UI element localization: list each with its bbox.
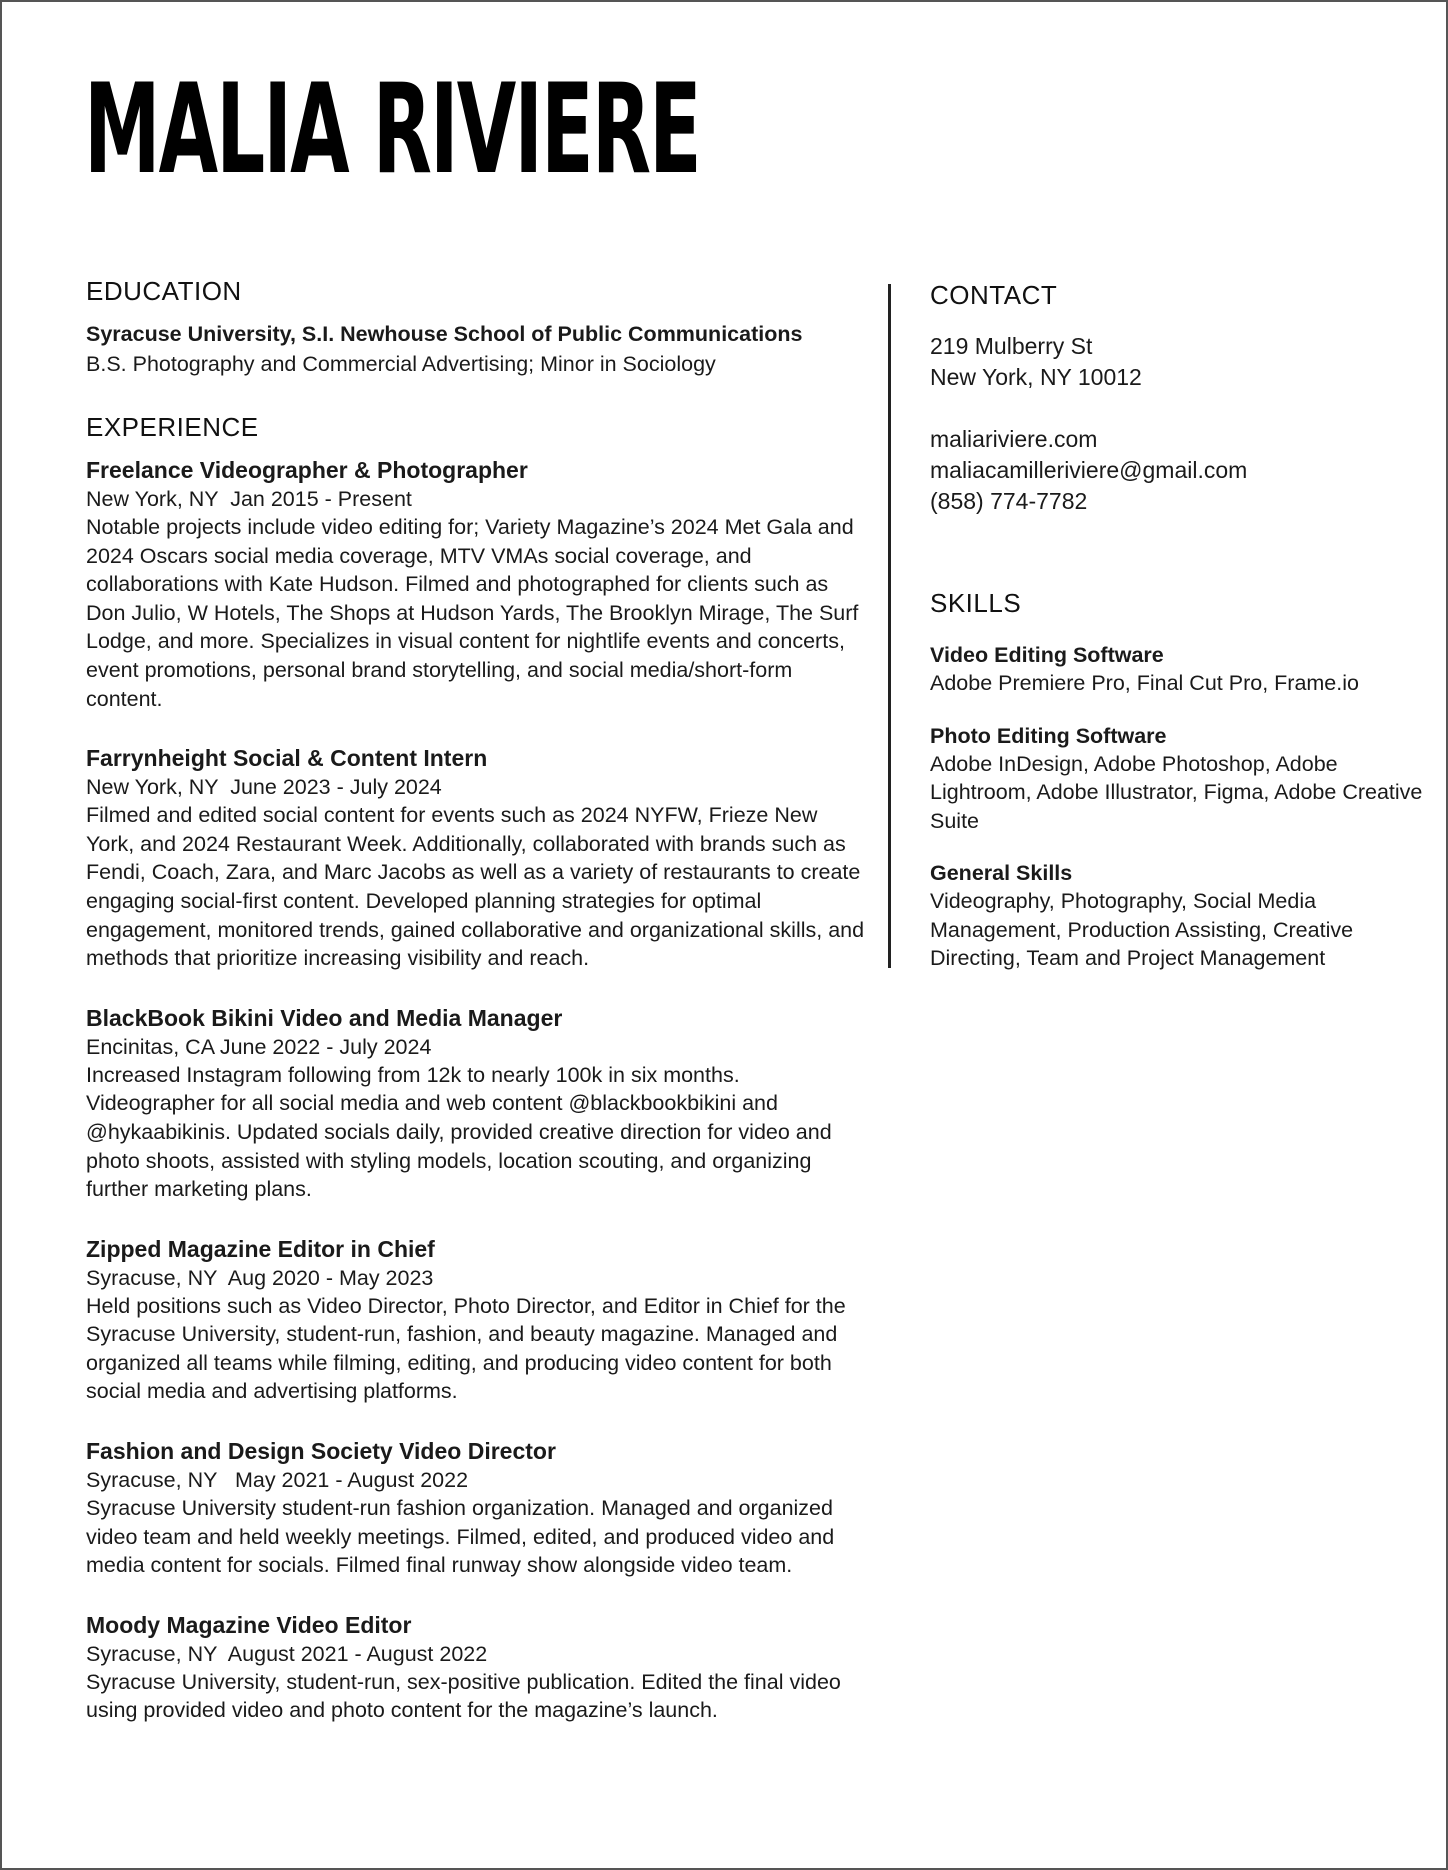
phone-number[interactable]: (858) 774-7782	[930, 488, 1088, 514]
job-description: Syracuse University student-run fashion organization. Managed and organized video team and held weekly meetings. Filmed, edited, and produced video and media content for socials. Filmed final runway show alongside video team.	[86, 1496, 835, 1578]
contact-heading: CONTACT	[930, 280, 1058, 310]
job-title: Fashion and Design Society Video Director	[86, 1438, 556, 1465]
website-link[interactable]: maliariviere.com	[930, 426, 1098, 452]
education-degree: B.S. Photography and Commercial Advertising; Minor in Sociology	[86, 352, 716, 376]
job-entry	[86, 1003, 866, 1204]
experience-section	[86, 411, 866, 1725]
job-description: Increased Instagram following from 12k to nearly 100k in six months. Videographer for all social media and web content @blackbookbikini and @hykaabikinis. Updated socials daily, provided creative direction for video and photo shoots, assisted with styling models, location scouting, and organizing further marketing plans.	[86, 1062, 832, 1202]
resume-name: MALIA RIVIERE	[84, 58, 700, 202]
skill-group	[930, 641, 1430, 698]
experience-heading: EXPERIENCE	[86, 412, 259, 442]
left-column	[86, 275, 866, 1725]
job-title: BlackBook Bikini Video and Media Manager	[86, 1004, 563, 1031]
education-heading: EDUCATION	[86, 276, 242, 306]
skills-heading: SKILLS	[930, 588, 1022, 618]
skill-group-title: Video Editing Software	[930, 643, 1164, 667]
job-entry	[86, 1436, 866, 1580]
job-description: Filmed and edited social content for events such as 2024 NYFW, Frieze New York, and 2024 Restaurant Week. Additionally, collaborated with brands such as Fendi, Coach, Zara, and Marc Jacobs as well as a variety of restaurants to create engaging social-first content. Developed planning strategies for optimal engagement, monitored trends, gained collaborative and organizational skills, and methods that prioritize increasing visibility and reach.	[86, 803, 865, 971]
address-line-1: 219 Mulberry St	[930, 333, 1093, 359]
job-entry	[86, 455, 866, 713]
skill-group-title: General Skills	[930, 861, 1073, 885]
skills-section	[930, 587, 1430, 973]
job-title: Moody Magazine Video Editor	[86, 1611, 412, 1638]
job-description: Notable projects include video editing for; Variety Magazine’s 2024 Met Gala and 2024 Oscars social media coverage, MTV VMAs social coverage, and collaborations with Kate Hudson. Filmed and photographed for clients such as Don Julio, W Hotels, The Shops at Hudson Yards, The Brooklyn Mirage, The Surf Lodge, and more. Specializes in visual content for nightlife events and concerts, event promotions, personal brand storytelling, and social media/short-form content.	[86, 515, 859, 711]
skill-group-description: Adobe InDesign, Adobe Photoshop, Adobe Lightroom, Adobe Illustrator, Figma, Adobe Creative Suite	[930, 751, 1423, 833]
skill-group-description: Videography, Photography, Social Media Management, Production Assisting, Creative Directing, Team and Project Management	[930, 889, 1354, 970]
skill-group-description: Adobe Premiere Pro, Final Cut Pro, Frame.io	[930, 671, 1359, 695]
education-school: Syracuse University, S.I. Newhouse School of Public Communications	[86, 322, 803, 346]
job-entry	[86, 743, 866, 973]
job-location-dates: New York, NY Jan 2015 - Present	[86, 487, 412, 511]
job-location-dates: Syracuse, NY May 2021 - August 2022	[86, 1468, 469, 1493]
email-link[interactable]: maliacamilleriviere@gmail.com	[930, 457, 1248, 483]
job-description: Syracuse University, student-run, sex-positive publication. Edited the final video using provided video and photo content for the magazine’s launch.	[86, 1669, 841, 1723]
skill-group	[930, 859, 1430, 973]
education-section	[86, 275, 866, 379]
job-title: Freelance Videographer & Photographer	[86, 457, 528, 483]
job-title: Farrynheight Social & Content Intern	[86, 745, 488, 772]
job-description: Held positions such as Video Director, Photo Director, and Editor in Chief for the Syracuse University, student-run, fashion, and beauty magazine. Managed and organized all teams while filming, editing, and producing video content for both social media and advertising platforms.	[86, 1293, 846, 1404]
job-location-dates: New York, NY June 2023 - July 2024	[86, 775, 442, 800]
job-location-dates: Encinitas, CA June 2022 - July 2024	[86, 1034, 432, 1059]
job-entry	[86, 1610, 866, 1725]
job-location-dates: Syracuse, NY Aug 2020 - May 2023	[86, 1265, 434, 1290]
address-line-2: New York, NY 10012	[930, 364, 1142, 390]
contact-section	[930, 279, 1430, 517]
job-title: Zipped Magazine Editor in Chief	[86, 1235, 435, 1262]
job-entry	[86, 1234, 866, 1406]
right-column	[930, 279, 1430, 997]
column-divider	[888, 284, 891, 968]
job-location-dates: Syracuse, NY August 2021 - August 2022	[86, 1641, 488, 1666]
skill-group	[930, 722, 1430, 836]
contact-spacer	[930, 393, 1430, 424]
skill-group-title: Photo Editing Software	[930, 723, 1167, 748]
